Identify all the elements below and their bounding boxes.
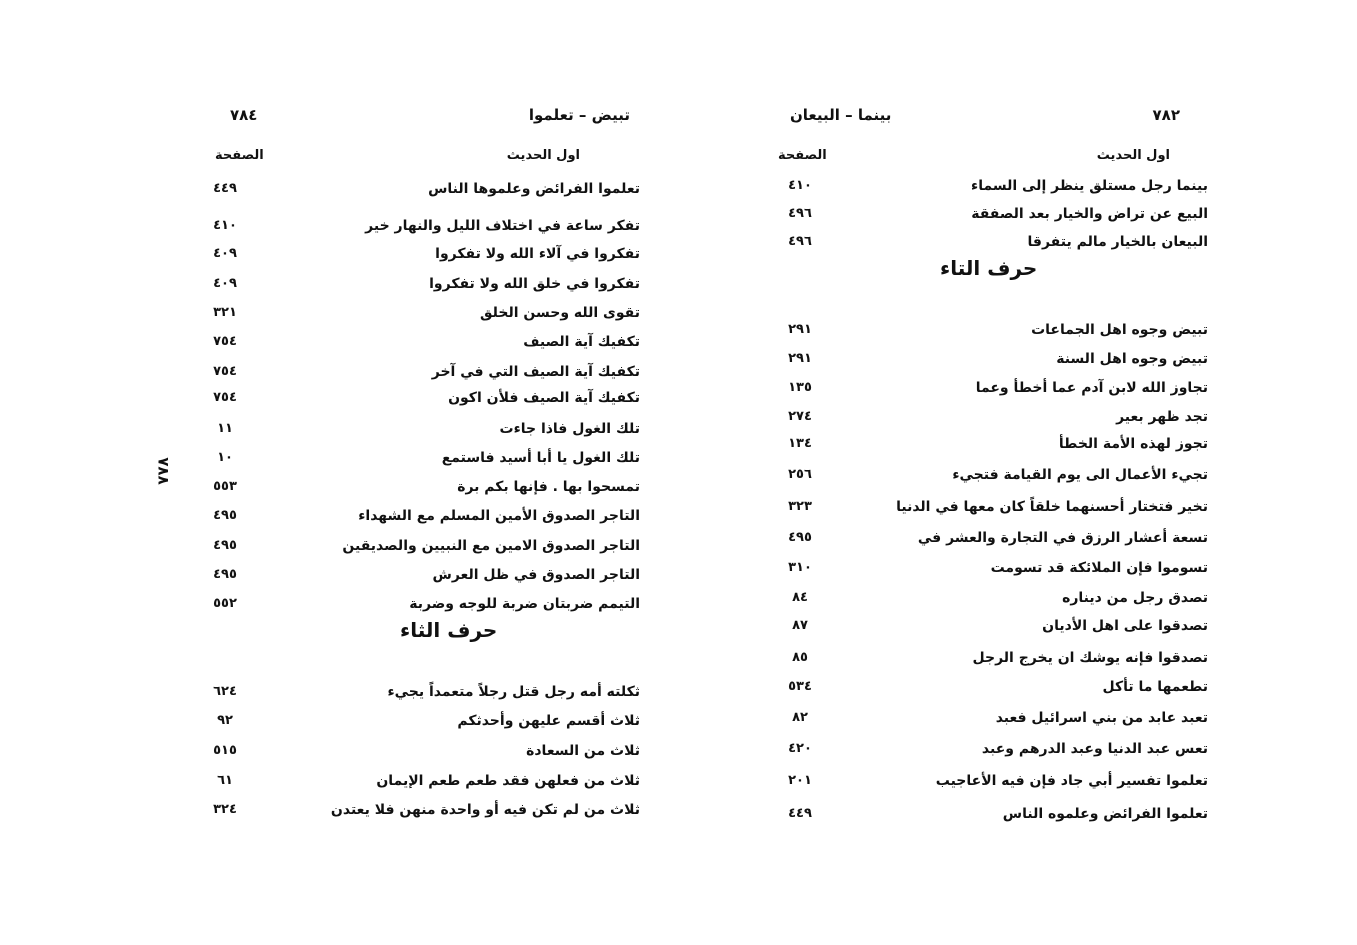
hadith-text: تفكروا في آلاء الله ولا تفكروا [435,246,640,262]
page-ref: ٣٢٤ [213,802,237,817]
table-row [190,567,650,591]
right-running-head [700,106,1220,130]
hadith-text: تجاوز الله لابن آدم عما أخطأ وعما [975,380,1208,396]
hadith-text: تصدقوا فإنه يوشك ان يخرج الرجل [972,650,1208,666]
hadith-text: تفكر ساعة في اختلاف الليل والنهار خير [365,218,640,234]
table-row [700,590,1220,614]
hadith-text: تسوموا فإن الملائكة قد تسومت [990,560,1208,576]
table-row [700,741,1220,765]
table-row [700,679,1220,703]
hadith-text: تطعمها ما تأكل [1102,679,1208,695]
page-ref: ٤٩٦ [788,234,812,249]
margin-folio-number: ٧٨٨ [154,457,173,485]
table-row [190,421,650,445]
hadith-text: التاجر الصدوق الامين مع النبيين والصديقين [342,538,640,554]
hadith-text: تكفيك آية الصيف [523,334,640,350]
table-row [700,650,1220,674]
page-ref: ١٣٤ [788,436,812,451]
hadith-text: تبيض وجوه اهل الجماعات [1031,322,1208,338]
table-row [190,450,650,474]
page-ref: ٦٢٤ [213,684,237,699]
page-ref: ١٠ [217,450,233,465]
hadith-text: تعلموا تفسير أبي جاد فإن فيه الأعاجيب [935,773,1208,789]
hadith-text: تمسحوا بها . فإنها بكم برة [457,479,640,495]
right-page-column-header: الصفحة [778,148,827,163]
left-running-head [190,106,650,130]
page-ref: ٤٠٩ [213,276,237,291]
hadith-text: تلك الغول فاذا جاءت [499,421,640,437]
table-row [190,684,650,708]
hadith-text: تبيض وجوه اهل السنة [1056,351,1208,367]
table-row [190,479,650,503]
page-ref: ٤٠٩ [213,246,237,261]
page-ref: ٥٥٢ [213,596,237,611]
right-page [700,0,1220,945]
left-page-column-header: الصفحة [215,148,264,163]
table-row [700,467,1220,491]
page-ref: ٨٤ [792,590,808,605]
table-row [700,806,1220,830]
left-page [190,0,650,945]
hadith-text: التيمم ضربتان ضربة للوجه وضربة [409,596,640,612]
table-row [700,178,1220,202]
page-ref: ٢٩١ [788,322,812,337]
hadith-text: تعبد عابد من بني اسرائيل فعبد [995,710,1208,726]
page-ref: ٣١٠ [788,560,812,575]
page-ref: ٦١ [217,773,233,788]
table-row [190,773,650,797]
hadith-text: ثكلته أمه رجل قتل رجلاً متعمداً يجيء [387,684,640,700]
page-ref: ٨٢ [792,710,808,725]
hadith-text: تلك الغول يا أبا أسيد فاستمع [441,450,640,466]
hadith-text: البيعان بالخيار مالم يتفرقا [1027,234,1208,250]
table-row [700,618,1220,642]
right-section-title: حرف التاء [940,256,1038,280]
right-hadith-column-header: اول الحديث [1096,148,1170,163]
hadith-text: تصدق رجل من ديناره [1062,590,1208,606]
table-row [700,560,1220,584]
page-ref: ١٣٥ [788,380,812,395]
hadith-text: تخير فتختار أحسنهما خلقاً كان معها في الدنيا [896,499,1208,515]
left-section-title: حرف الثاء [400,618,498,642]
table-row [190,538,650,562]
page-ref: ٢٩١ [788,351,812,366]
table-row [700,773,1220,797]
table-row [700,499,1220,523]
hadith-text: تكفيك آية الصيف التي في آخر [431,364,640,380]
hadith-text: البيع عن تراض والخيار بعد الصفقة [971,206,1208,222]
page-ref: ٤٩٦ [788,206,812,221]
hadith-text: ثلاث من لم تكن فيه أو واحدة منهن فلا يعتدن [330,802,640,818]
table-row [190,334,650,358]
table-row [190,181,650,205]
page-ref: ٧٥٤ [213,364,237,379]
page-ref: ١١ [217,421,233,436]
page-ref: ٣٢٣ [788,499,812,514]
hadith-text: ثلاث من فعلهن فقد طعم طعم الإيمان [376,773,640,789]
left-running-title: تبيض – تعلموا [528,106,630,124]
hadith-text: ثلاث أقسم عليهن وأحدثكم [457,713,640,729]
page-ref: ٤٩٥ [213,567,237,582]
hadith-text: بينما رجل مستلق ينظر إلى السماء [971,178,1208,194]
table-row [700,206,1220,230]
hadith-text: التاجر الصدوق في ظل العرش [432,567,640,583]
page-ref: ٤٤٩ [213,181,237,196]
page-ref: ٤٩٥ [213,508,237,523]
table-row [700,436,1220,460]
table-row [190,743,650,767]
hadith-text: تجيء الأعمال الى يوم القيامة فتجيء [952,467,1208,483]
table-row [700,234,1220,258]
page-ref: ٧٥٤ [213,390,237,405]
hadith-text: تجد ظهر بعير [1116,409,1208,425]
page-ref: ٥٥٣ [213,479,237,494]
page-ref: ٤١٠ [213,218,237,233]
page-ref: ٧٥٤ [213,334,237,349]
table-row [700,530,1220,554]
hadith-text: تصدقوا على اهل الأديان [1042,618,1208,634]
table-row [700,322,1220,346]
table-row [700,380,1220,404]
table-row [700,710,1220,734]
hadith-text: تكفيك آية الصيف فلأن اكون [448,390,640,406]
table-row [190,508,650,532]
page-ref: ٤٩٥ [213,538,237,553]
hadith-text: تعس عبد الدنيا وعبد الدرهم وعبد [981,741,1208,757]
right-page-number: ٧٨٢ [1152,106,1180,124]
hadith-text: تعلموا الفرائض وعلموه الناس [1002,806,1208,822]
table-row [190,364,650,388]
left-page-number: ٧٨٤ [230,106,258,124]
table-row [190,713,650,737]
left-hadith-column-header: اول الحديث [506,148,580,163]
hadith-text: تعلموا الفرائض وعلموها الناس [428,181,640,197]
page-ref: ٥٣٤ [788,679,812,694]
page-ref: ٢٠١ [788,773,812,788]
page-ref: ٤١٠ [788,178,812,193]
table-row [190,596,650,620]
table-row [700,409,1220,433]
hadith-text: تسعة أعشار الرزق في التجارة والعشر في [917,530,1208,546]
hadith-text: تقوى الله وحسن الخلق [480,305,640,321]
page-ref: ٨٥ [792,650,808,665]
hadith-text: تفكروا في خلق الله ولا تفكروا [429,276,640,292]
page-ref: ٩٢ [217,713,233,728]
hadith-text: ثلاث من السعادة [526,743,640,759]
page-ref: ٢٥٦ [788,467,812,482]
page-ref: ٢٧٤ [788,409,812,424]
table-row [190,218,650,242]
page-ref: ٨٧ [792,618,808,633]
page-ref: ٣٢١ [213,305,237,320]
hadith-text: تجوز لهذه الأمة الخطأ [1058,436,1208,452]
right-running-title: بينما – البيعان [790,106,892,124]
page-ref: ٤٤٩ [788,806,812,821]
page-ref: ٥١٥ [213,743,237,758]
table-row [190,802,650,826]
table-row [190,305,650,329]
table-row [700,351,1220,375]
page-ref: ٤٩٥ [788,530,812,545]
table-row [190,246,650,270]
page-ref: ٤٢٠ [788,741,812,756]
table-row [190,276,650,300]
table-row [190,390,650,414]
hadith-text: التاجر الصدوق الأمين المسلم مع الشهداء [358,508,640,524]
